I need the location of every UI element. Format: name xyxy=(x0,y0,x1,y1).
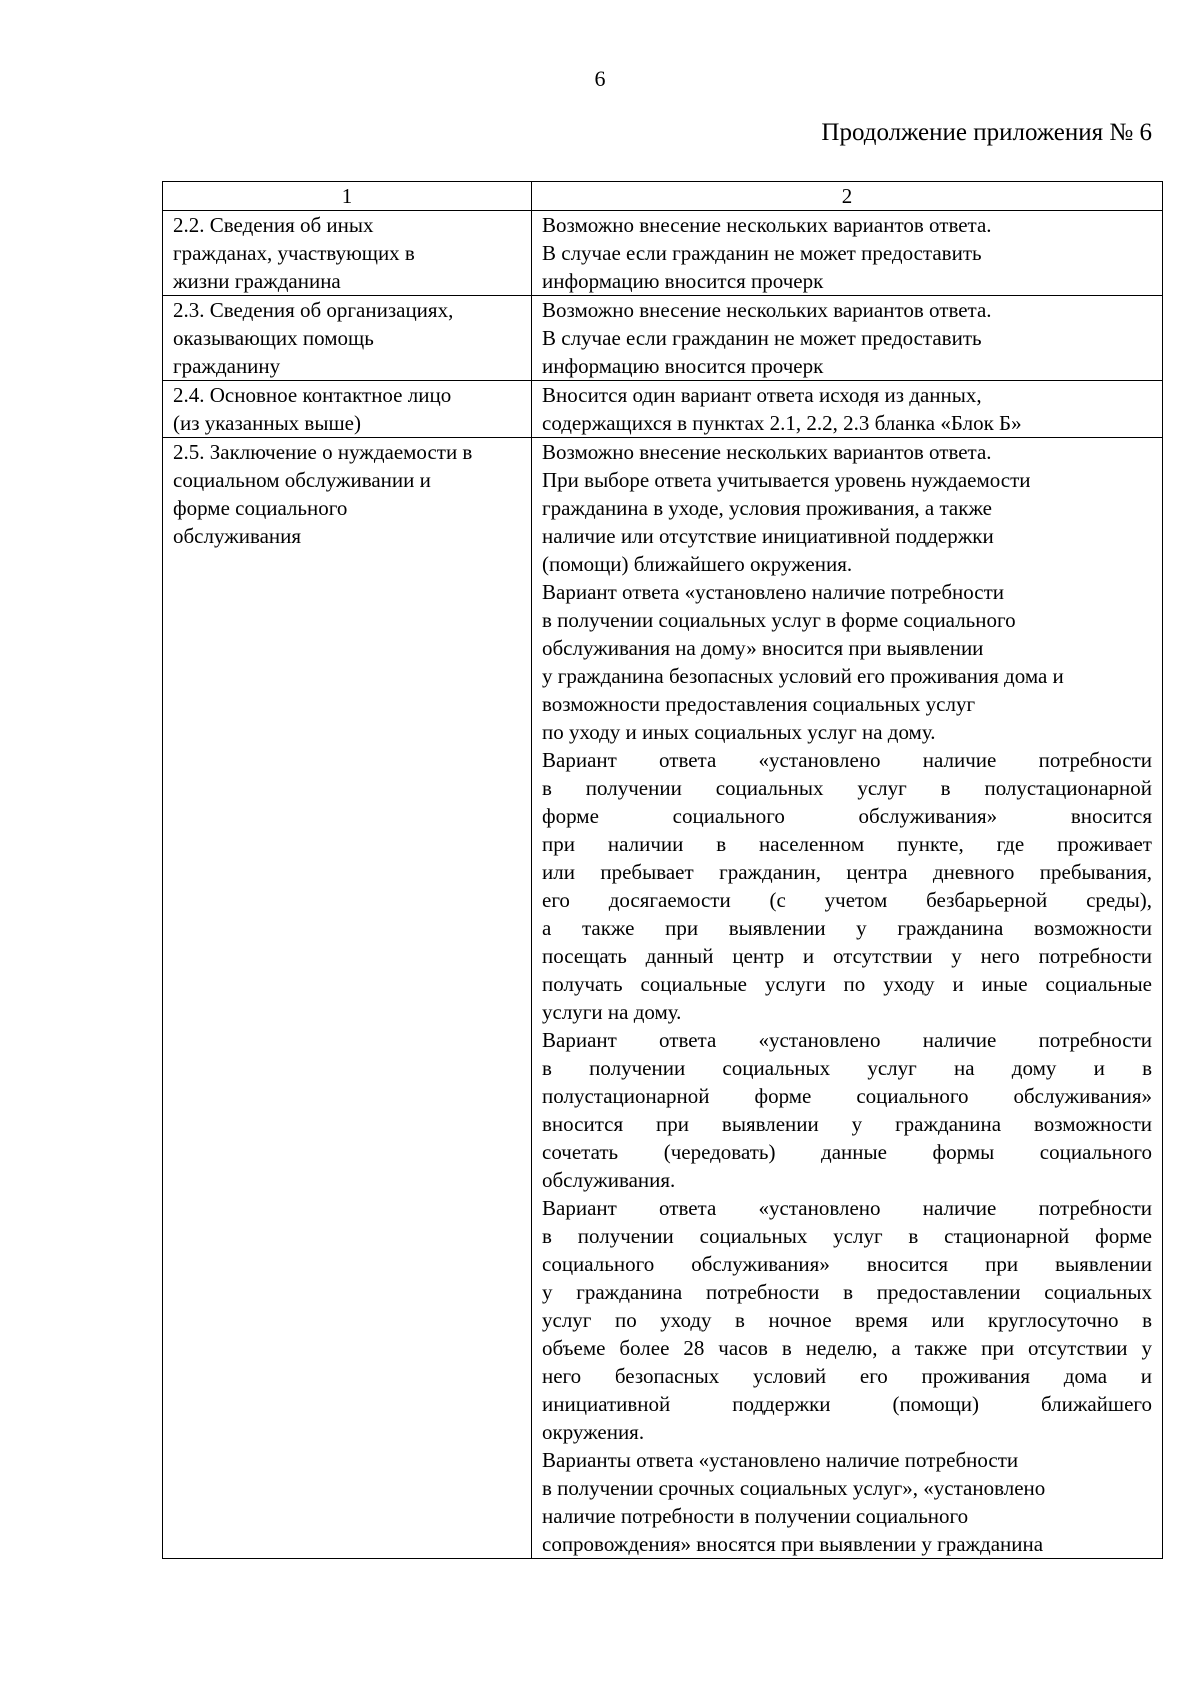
appendix-continuation-title: Продолжение приложения № 6 xyxy=(821,119,1152,146)
instruction-line: в получении социальных услуг в полустационарной xyxy=(542,776,1152,800)
page-number: 6 xyxy=(594,66,606,91)
item-name-line: форме социального xyxy=(173,496,348,520)
item-name-line: жизни гражданина xyxy=(173,269,341,293)
table-row xyxy=(163,211,1163,296)
item-name-cell xyxy=(163,296,532,381)
item-name-line: 2.2. Сведения об иных xyxy=(173,213,374,237)
instruction-line: по уходу и иных социальных услуг на дому. xyxy=(542,720,936,744)
instruction-line: в получении социальных услуг в стационарной форме xyxy=(542,1224,1152,1248)
item-name-line: обслуживания xyxy=(173,524,302,548)
instruction-cell xyxy=(532,211,1163,296)
instruction-line: В случае если гражданин не может предоставить xyxy=(542,326,982,350)
item-name-cell xyxy=(163,211,532,296)
item-name-line: социальном обслуживании и xyxy=(173,468,431,492)
instruction-line: а также при выявлении у гражданина возможности xyxy=(542,916,1152,940)
instruction-line: обслуживания. xyxy=(542,1168,676,1192)
item-name-line: 2.5. Заключение о нуждаемости в xyxy=(173,440,473,464)
instruction-line: у гражданина безопасных условий его проживания дома и xyxy=(542,664,1064,688)
item-name-line: (из указанных выше) xyxy=(173,411,361,435)
instruction-line: содержащихся в пунктах 2.1, 2.2, 2.3 бланка «Блок Б» xyxy=(542,411,1022,435)
instruction-line: посещать данный центр и отсутствии у него потребности xyxy=(542,944,1152,968)
instruction-line: или пребывает гражданин, центра дневного пребывания, xyxy=(542,860,1152,884)
instruction-line: В случае если гражданин не может предоставить xyxy=(542,241,982,265)
instruction-line: услуги на дому. xyxy=(542,1000,682,1024)
item-name-cell xyxy=(163,438,532,1559)
instruction-line: Вносится один вариант ответа исходя из данных, xyxy=(542,383,982,407)
instruction-cell xyxy=(532,438,1163,1559)
instruction-line: сопровождения» вносятся при выявлении у гражданина xyxy=(542,1532,1044,1556)
instruction-line: гражданина в уходе, условия проживания, а также xyxy=(542,496,993,520)
item-name-cell xyxy=(163,381,532,438)
instruction-line: форме социального обслуживания» вносится xyxy=(542,804,1152,828)
instruction-cell xyxy=(532,296,1163,381)
instruction-line: его досягаемости (с учетом безбарьерной среды), xyxy=(542,888,1152,912)
table-body xyxy=(163,182,1163,1559)
instruction-cell xyxy=(532,381,1163,438)
instruction-line: информацию вносится прочерк xyxy=(542,269,824,293)
item-name-line: 2.4. Основное контактное лицо xyxy=(173,383,452,407)
table-row xyxy=(163,381,1163,438)
instruction-line: социального обслуживания» вносится при выявлении xyxy=(542,1252,1152,1276)
instruction-line: (помощи) ближайшего окружения. xyxy=(542,552,853,576)
instruction-line: Варианты ответа «установлено наличие потребности xyxy=(542,1448,1019,1472)
instruction-line: Вариант ответа «установлено наличие потребности xyxy=(542,1196,1152,1220)
instruction-line: окружения. xyxy=(542,1420,645,1444)
instruction-line: Вариант ответа «установлено наличие потребности xyxy=(542,580,1005,604)
instruction-line: объеме более 28 часов в неделю, а также при отсутствии у xyxy=(542,1336,1152,1360)
column-header-1: 1 xyxy=(163,182,532,211)
item-name-line: гражданах, участвующих в xyxy=(173,241,415,265)
instruction-line: При выборе ответа учитывается уровень нуждаемости xyxy=(542,468,1031,492)
instruction-line: в получении социальных услуг на дому и в xyxy=(542,1056,1152,1080)
instruction-line: Вариант ответа «установлено наличие потребности xyxy=(542,1028,1152,1052)
item-name-line: оказывающих помощь xyxy=(173,326,374,350)
instruction-line: Возможно внесение нескольких вариантов ответа. xyxy=(542,213,992,237)
instruction-line: инициативной поддержки (помощи) ближайшего xyxy=(542,1392,1152,1416)
instruction-line: вносится при выявлении у гражданина возможности xyxy=(542,1112,1152,1136)
table-row xyxy=(163,296,1163,381)
instruction-line: Вариант ответа «установлено наличие потребности xyxy=(542,748,1152,772)
instruction-line: при наличии в населенном пункте, где проживает xyxy=(542,832,1152,856)
instruction-line: услуг по уходу в ночное время или круглосуточно в xyxy=(542,1308,1152,1332)
item-name-line: 2.3. Сведения об организациях, xyxy=(173,298,454,322)
instruction-line: Возможно внесение нескольких вариантов ответа. xyxy=(542,440,992,464)
document-table xyxy=(162,181,1163,1559)
table-row xyxy=(163,438,1163,1559)
instruction-line: в получении социальных услуг в форме социального xyxy=(542,608,1016,632)
instruction-line: сочетать (чередовать) данные формы социального xyxy=(542,1140,1152,1164)
instruction-line: обслуживания на дому» вносится при выявлении xyxy=(542,636,984,660)
instruction-line: него безопасных условий его проживания дома и xyxy=(542,1364,1152,1388)
instruction-line: у гражданина потребности в предоставлении социальных xyxy=(542,1280,1152,1304)
table-header-row xyxy=(163,182,1163,211)
instruction-line: Возможно внесение нескольких вариантов ответа. xyxy=(542,298,992,322)
instruction-line: получать социальные услуги по уходу и иные социальные xyxy=(542,972,1152,996)
instruction-line: информацию вносится прочерк xyxy=(542,354,824,378)
instruction-line: полустационарной форме социального обслуживания» xyxy=(542,1084,1152,1108)
item-name-line: гражданину xyxy=(173,354,281,378)
instruction-line: в получении срочных социальных услуг», «установлено xyxy=(542,1476,1046,1500)
instruction-line: наличие или отсутствие инициативной поддержки xyxy=(542,524,994,548)
instruction-line: наличие потребности в получении социального xyxy=(542,1504,969,1528)
column-header-2: 2 xyxy=(532,182,1163,211)
instruction-line: возможности предоставления социальных услуг xyxy=(542,692,976,716)
